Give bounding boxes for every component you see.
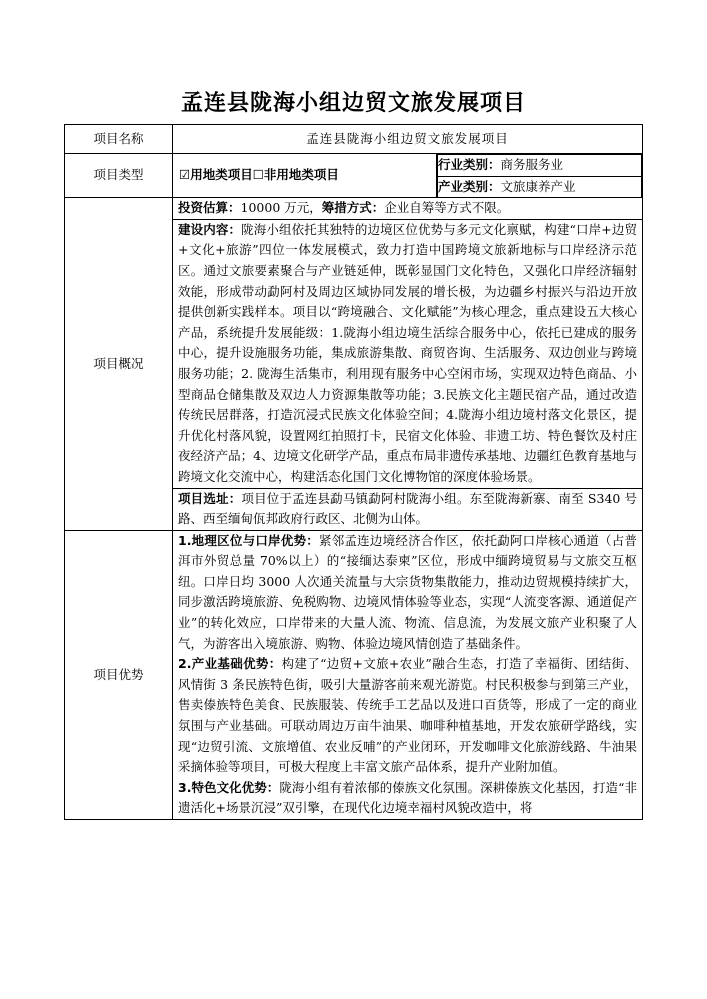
advantage-2-text: 构建了“边贸+文旅+农业”融合生态，打造了幸福街、团结街、风情街 3 条民族特色街，吸引大量游客前来观光游览。村民积极参与到第三产业，售卖傣族特色美食、民族服装、传统手工艺品以及进口百货等，形成了一定的商业氛围与产业基础。可联动周边万亩牛油果、咖啡种植基地，开发农旅研学路线，实现“边贸引流、文旅增值、农业反哺”的产业闭环，开发咖啡文化旅游线路、牛油果采摘体验等项目，可极大程度上丰富文旅产品体系，提升产业附加值。 <box>178 656 638 775</box>
category-cell <box>437 154 643 198</box>
content-label: 建设内容： <box>178 221 242 237</box>
document-title: 孟连县陇海小组边贸文旅发展项目 <box>180 91 526 116</box>
site-value: 项目位于孟连县勐马镇勐阿村陇海小组。东至陇海新寨、南至 S340 号路、西至缅甸佤邦政府行政区、北侧为山体。 <box>178 490 638 527</box>
project-name-label: 项目名称 <box>65 125 173 154</box>
project-table <box>64 124 643 820</box>
investment-section <box>173 198 642 220</box>
project-advantage-row <box>65 530 643 819</box>
project-name-value: 孟连县陇海小组边贸文旅发展项目 <box>173 125 643 154</box>
project-type-row <box>65 154 643 198</box>
site-label: 项目选址： <box>178 490 242 506</box>
project-type-value: ☑用地类项目☐非用地类项目 <box>173 154 437 198</box>
content-section <box>173 220 642 489</box>
advantage-2 <box>173 654 642 778</box>
advantage-3-text: 陇海小组有着浓郁的傣族文化氛围。深耕傣族文化基因，打造“非遗活化+场景沉浸”双引擎，在现代化边境幸福村风貌改造中，将 <box>178 779 638 816</box>
financing-value: 企业自筹等方式不限。 <box>384 200 510 216</box>
advantage-1 <box>173 531 642 655</box>
advantage-2-label: 2.产业基础优势： <box>178 656 282 672</box>
investment-value: 10000 万元， <box>240 200 322 216</box>
advantage-1-label: 1.地理区位与口岸优势： <box>178 532 319 548</box>
sector-category <box>438 176 642 197</box>
advantage-1-text: 紧邻孟连边境经济合作区，依托勐阿口岸核心通道（占普洱市外贸总量 70%以上）的“接缅达泰柬”区位，形成中缅跨境贸易与文旅交互枢纽。口岸日均 3000 人次通关流量与大宗货物集散能力，推动边贸规模持续扩大，同步激活跨境旅游、免税购物、边境风情体验等业态，实现“人流变客源、通道促产业”的转化效应，口岸带来的大量人流、物流、信息流，为发展文旅产业积聚了人气，为游客出入境旅游、购物、体验边境风情创造了基础条件。 <box>178 532 638 651</box>
project-advantage-cell <box>173 530 643 819</box>
sector-label: 产业类别： <box>438 178 501 194</box>
financing-label: 筹措方式： <box>321 200 385 216</box>
project-overview-row <box>65 198 643 531</box>
category-table <box>437 154 642 197</box>
project-advantage-label: 项目优势 <box>65 530 173 819</box>
sector-value: 文旅康养产业 <box>500 178 576 194</box>
advantage-3-label: 3.特色文化优势： <box>178 779 280 795</box>
industry-label: 行业类别： <box>438 157 501 172</box>
investment-label: 投资估算： <box>178 200 241 216</box>
project-overview-cell <box>173 198 643 531</box>
project-overview-label: 项目概况 <box>65 198 173 531</box>
content-value: 陇海小组依托其独特的边境区位优势与多元文化禀赋，构建“口岸+边贸+文化+旅游”四位一体发展模式，致力打造中国跨境文旅新地标与口岸经济示范区。通过文旅要素聚合与产业链延伸，既彰显国门文化特色，又强化口岸经济辐射效能，形成带动勐阿村及周边区域协同发展的增长极，为边疆乡村振兴与沿边开放提供创新实践样本。项目以“跨境融合、文化赋能”为核心理念，重点建设五大核心产品，系统提升发展能级：1.陇海小组边境生活综合服务中心，依托已建成的服务中心，提升设施服务功能，集成旅游集散、商贸咨询、生活服务、双边创业与跨境服务功能；2. 陇海生活集市，利用现有服务中心空闲市场，实现双边特色商品、小型商品仓储集散及双边人力资源集散等功能；3.民族文化主题民宿产品，通过改造传统民居群落，打造沉浸式民族文化体验空间；4.陇海小组边境村落文化景区，提升优化村落风貌，设置网红拍照打卡，民宿文化体验、非遗工坊、特色餐饮及村庄夜经济产品；4、边境文化研学产品，重点布局非遗传承基地、边疆红色教育基地与跨境文化交流中心，构建活态化国门文化博物馆的深度体验场景。 <box>178 221 638 484</box>
advantage-3 <box>173 778 642 819</box>
project-type-label: 项目类型 <box>65 154 173 198</box>
industry-category <box>438 155 642 177</box>
project-name-row <box>65 125 643 154</box>
site-section <box>173 489 642 530</box>
industry-value: 商务服务业 <box>500 157 564 172</box>
